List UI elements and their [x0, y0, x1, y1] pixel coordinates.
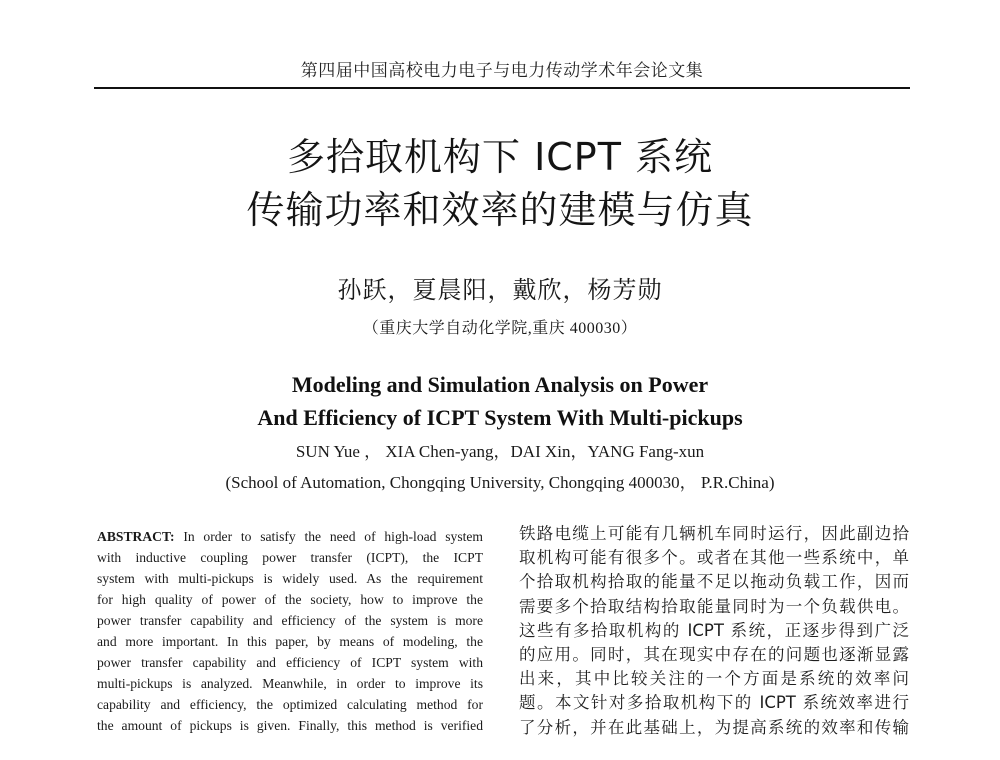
abstract-column — [97, 526, 483, 736]
affiliation-cn: （重庆大学自动化学院,重庆 400030） — [362, 320, 638, 337]
abstract-line: system with multi-pickups is widely used. As the requirement — [97, 571, 483, 586]
abstract-line: for high quality of power of the society, how to improve the — [97, 592, 483, 607]
title-cn-line-1: 多拾取机构下 ICPT 系统 — [286, 135, 714, 179]
affiliation-en: (School of Automation, Chongqing University, Chongqing 400030， P.R.China) — [225, 473, 775, 492]
running-header: 第四届中国高校电力电子与电力传动学术年会论文集 — [300, 61, 704, 81]
abstract-label: ABSTRACT: — [97, 529, 175, 544]
abstract-line — [97, 526, 483, 547]
header-rule — [94, 87, 910, 89]
body-line: 的应用。同时，其在现实中存在的问题也逐渐显露 — [519, 644, 909, 664]
authors-cn: 孙跃，夏晨阳，戴欣，杨芳勋 — [337, 278, 663, 304]
authors-en: SUN Yue ， XIA Chen-yang，DAI Xin，YANG Fang-xun — [295, 442, 705, 461]
abstract-line: with inductive coupling power transfer (ICPT), the ICPT — [97, 550, 483, 565]
body-line: 取机构可能有很多个。或者在其他一些系统中，单 — [519, 548, 909, 568]
body-line: 了分析，并在此基础上，为提高系统的效率和传输 — [519, 717, 909, 737]
body-line: 铁路电缆上可能有几辆机车同时运行，因此副边拾 — [519, 524, 909, 543]
title-en-line-1: Modeling and Simulation Analysis on Power — [291, 372, 709, 397]
abstract-line: the amount of pickups is given. Finally, this method is verified — [97, 718, 483, 733]
abstract-line: capability and efficiency, the optimized calculating method for — [97, 697, 483, 712]
abstract-line: power transfer capability and efficiency of the system is more — [97, 613, 483, 628]
title-cn-line-2: 传输功率和效率的建模与仿真 — [246, 188, 754, 232]
body-line: 这些有多拾取机构的 ICPT 系统，正逐步得到广泛 — [519, 620, 909, 640]
body-line: 需要多个拾取结构拾取能量同时为一个负载供电。 — [519, 596, 909, 616]
abstract-line: power transfer capability and efficiency of ICPT system with — [97, 655, 483, 670]
title-en-line-2: And Efficiency of ICPT System With Multi-pickups — [257, 405, 743, 430]
body-line: 题。本文针对多拾取机构下的 ICPT 系统效率进行 — [519, 693, 909, 713]
body-column-cn — [519, 522, 909, 740]
abstract-line: multi-pickups is analyzed. Meanwhile, in order to improve its — [97, 676, 483, 691]
abstract-line: and more important. In this paper, by means of modeling, the — [97, 634, 483, 649]
body-line: 出来，其中比较关注的一个方面是系统的效率问 — [519, 669, 909, 689]
abstract-line-text: In order to satisfy the need of high-load system — [183, 529, 483, 544]
body-line: 个拾取机构拾取的能量不足以拖动负载工作，因而 — [519, 572, 909, 592]
